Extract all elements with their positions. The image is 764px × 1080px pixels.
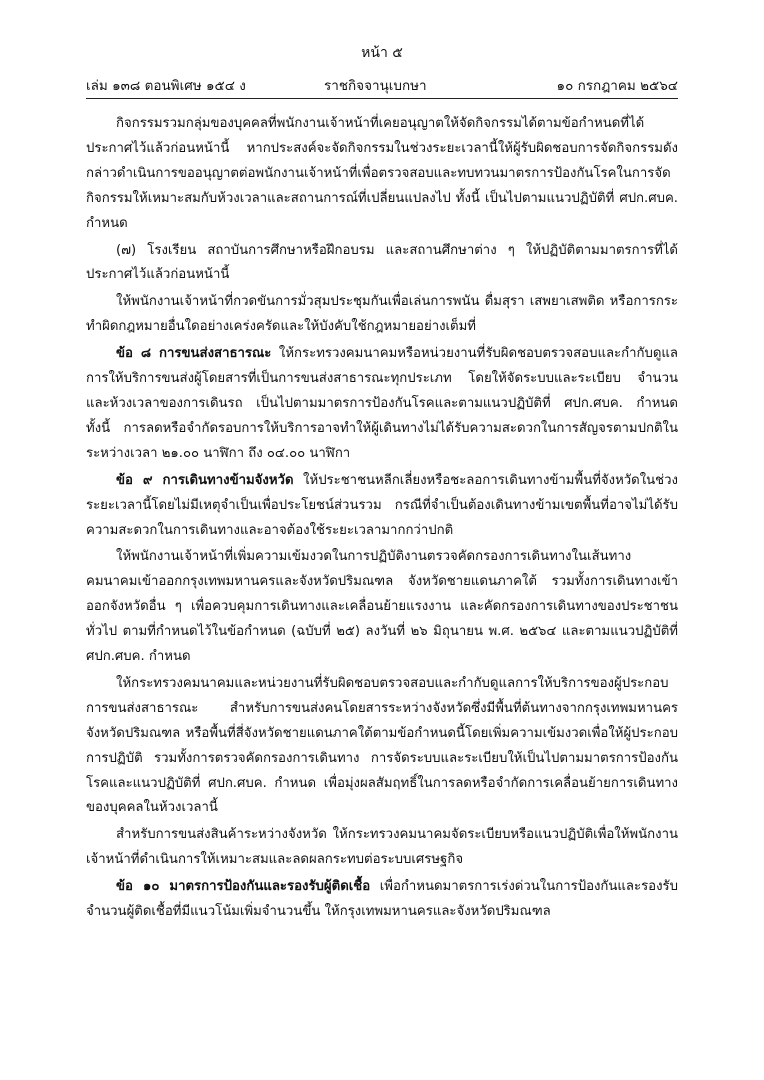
clause-8	[86, 342, 678, 467]
paragraph	[86, 545, 678, 670]
paragraph-text: ให้พนักงานเจ้าหน้าที่กวดขันการมั่วสุมประชุมกันเพื่อเล่นการพนัน ดื่มสุรา เสพยาเสพติด หรือการกระทำผิดกฎหมายอื่นใดอย่างเคร่งครัดและให้บังคับใช้กฎหมายอย่างเต็มที่	[86, 294, 678, 335]
clause-heading: ข้อ ๘ การขนส่งสาธารณะ	[116, 346, 272, 362]
clause-9	[86, 469, 678, 544]
paragraph	[86, 672, 678, 821]
clause-heading: ข้อ ๑๐ มาตรการป้องกันและรองรับผู้ติดเชื้อ	[116, 879, 371, 895]
clause-10	[86, 875, 678, 925]
paragraph-text: เพื่อกำหนดมาตรการเร่งด่วนในการป้องกันและรองรับจำนวนผู้ติดเชื้อที่มีแนวโน้มเพิ่มจำนวนขึ้น ให้กรุงเทพมหานครและจังหวัดปริมณฑล	[86, 879, 678, 920]
paragraph	[86, 823, 678, 873]
document-body	[86, 112, 678, 927]
page-number: หน้า ๕	[361, 45, 403, 61]
paragraph-text: ให้พนักงานเจ้าหน้าที่เพิ่มความเข้มงวดในการปฏิบัติงานตรวจคัดกรองการเดินทางในเส้นทางคมนาคมเข้าออกกรุงเทพมหานครและจังหวัดปริมณฑล จังหวัดชายแดนภาคใต้ รวมทั้งการเดินทางเข้าออกจังหวัดอื่น ๆ เพื่อควบคุมการเดินทางและเคลื่อนย้ายแรงงาน และคัดกรองการเดินทางของประชาชนทั่วไป ตามที่กำหนดไว้ในข้อกำหนด (ฉบับที่ ๒๕) ลงวันที่ ๒๖ มิถุนายน พ.ศ. ๒๕๖๔ และตามแนวปฏิบัติที่ ศปก.ศบค. กำหนด	[86, 549, 678, 665]
paragraph	[86, 290, 678, 340]
paragraph-text: สำหรับการขนส่งสินค้าระหว่างจังหวัด ให้กระทรวงคมนาคมจัดระเบียบหรือแนวปฏิบัติเพื่อให้พนักงานเจ้าหน้าที่ดำเนินการให้เหมาะสมและลดผลกระทบต่อระบบเศรษฐกิจ	[86, 827, 678, 868]
paragraph	[86, 239, 678, 289]
paragraph-text: ให้กระทรวงคมนาคมและหน่วยงานที่รับผิดชอบตรวจสอบและกำกับดูแลการให้บริการของผู้ประกอบการขนส่งสาธารณะ สำหรับการขนส่งคนโดยสารระหว่างจังหวัดซึ่งมีพื้นที่ต้นทางจากกรุงเทพมหานคร จังหวัดปริมณฑล หรือพื้นที่สี่จังหวัดชายแดนภาคใต้ตามข้อกำหนดนี้โดยเพิ่มความเข้มงวดเพื่อให้ผู้ประกอบการปฏิบัติ รวมทั้งการตรวจคัดกรองการเดินทาง การจัดระบบและระเบียบให้เป็นไปตามมาตรการป้องกันโรคและแนวปฏิบัติที่ ศปก.ศบค. กำหนด เพื่อมุ่งผลสัมฤทธิ์ในการลดหรือจำกัดการเคลื่อนย้ายการเดินทางของบุคคลในห้วงเวลานี้	[86, 675, 678, 816]
publication-date: ๑๐ กรกฎาคม ๒๕๖๔	[556, 78, 678, 94]
paragraph-text: ให้ประชาชนหลีกเลี่ยงหรือชะลอการเดินทางข้ามพื้นที่จังหวัดในช่วงระยะเวลานี้โดยไม่มีเหตุจำเป็นเพื่อประโยชน์ส่วนรวม กรณีที่จำเป็นต้องเดินทางข้ามเขตพื้นที่อาจไม่ได้รับความสะดวกในการเดินทางและอาจต้องใช้ระยะเวลามากกว่าปกติ	[86, 472, 678, 538]
paragraph	[86, 112, 678, 237]
gazette-title: ราชกิจจานุเบกษา	[324, 78, 427, 94]
paragraph-text: (๗) โรงเรียน สถาบันการศึกษาหรือฝึกอบรม และสถานศึกษาต่าง ๆ ให้ปฏิบัติตามมาตรการที่ได้ประกาศไว้แล้วก่อนหน้านี้	[86, 242, 678, 283]
header-divider	[86, 98, 678, 99]
paragraph-text: ให้กระทรวงคมนาคมหรือหน่วยงานที่รับผิดชอบตรวจสอบและกำกับดูแลการให้บริการขนส่งผู้โดยสารที่เป็นการขนส่งสาธารณะทุกประเภท โดยให้จัดระบบและระเบียบ จำนวน และห้วงเวลาของการเดินรถ เป็นไปตามมาตรการป้องกันโรคและตามแนวปฏิบัติที่ ศปก.ศบค. กำหนด ทั้งนี้ การลดหรือจำกัดรอบการให้บริการอาจทำให้ผู้เดินทางไม่ได้รับความสะดวกในการสัญจรตามปกติในระหว่างเวลา ๒๑.๐๐ นาฬิกา ถึง ๐๔.๐๐ นาฬิกา	[86, 346, 679, 461]
gazette-header	[86, 74, 678, 96]
volume-issue: เล่ม ๑๓๘ ตอนพิเศษ ๑๕๔ ง	[86, 78, 246, 94]
clause-heading: ข้อ ๙ การเดินทางข้ามจังหวัด	[116, 472, 294, 488]
paragraph-text: กิจกรรมรวมกลุ่มของบุคคลที่พนักงานเจ้าหน้าที่เคยอนุญาตให้จัดกิจกรรมได้ตามข้อกำหนดที่ได้ประกาศไว้แล้วก่อนหน้านี้ หากประสงค์จะจัดกิจกรรมในช่วงระยะเวลานี้ให้ผู้รับผิดชอบการจัดกิจกรรมดังกล่าวดำเนินการขออนุญาตต่อพนักงานเจ้าหน้าที่เพื่อตรวจสอบและทบทวนมาตรการป้องกันโรคในการจัดกิจกรรมให้เหมาะสมกับห้วงเวลาและสถานการณ์ที่เปลี่ยนแปลงไป ทั้งนี้ เป็นไปตามแนวปฏิบัติที่ ศปก.ศบค. กำหนด	[86, 116, 678, 231]
